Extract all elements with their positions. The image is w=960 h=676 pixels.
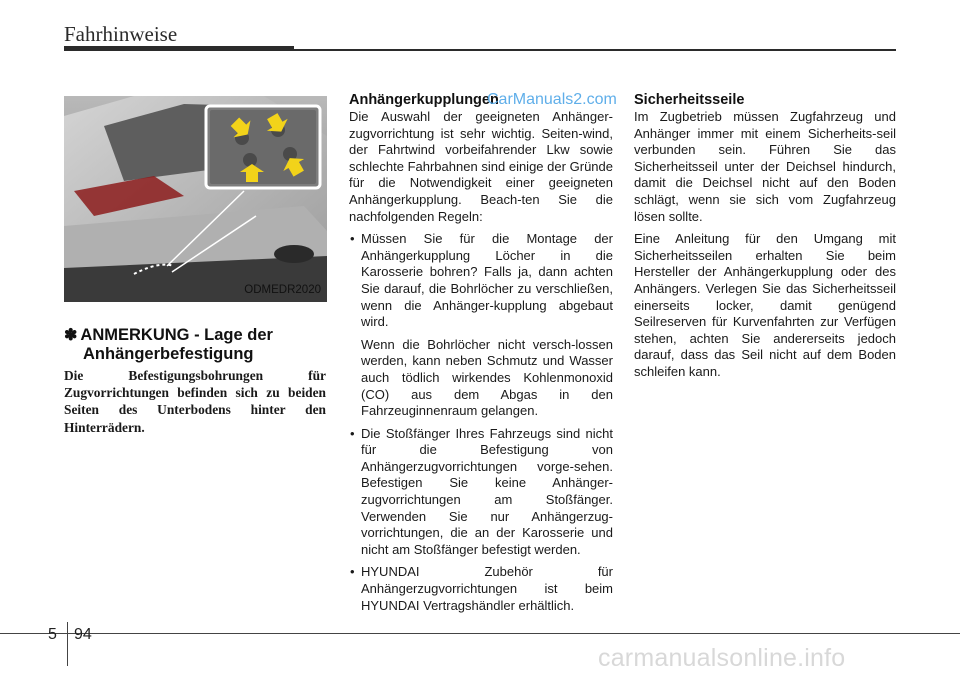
header-rule-thin <box>294 49 896 51</box>
vehicle-rear-photo <box>64 96 327 302</box>
vehicle-rear-illustration <box>64 96 327 302</box>
section-safety-title: Sicherheitsseile <box>634 92 745 108</box>
list-item <box>349 231 613 420</box>
bullet-text: HYUNDAI Zubehör für Anhängerzugvorrichtungen ist beim HYUNDAI Vertragshändler erhältlich. <box>361 564 613 613</box>
page-header-title: Fahrhinweise <box>64 22 178 46</box>
note-body: Die Befestigungsbohrungen für Zugvorrichtungen befinden sich zu beiden Seiten des Unterbodens hinter den Hinterrädern. <box>64 368 326 435</box>
note-heading <box>64 326 329 363</box>
bullet-continuation: Wenn die Bohrlöcher nicht versch-lossen werden, kann neben Schmutz und Wasser auch tödlich wirkendes Kohlenmonoxid (CO) aus dem Abgas in den Fahrzeuginnenraum gelangen. <box>361 336 613 419</box>
section-hitch <box>349 92 613 614</box>
section-hitch-intro: Die Auswahl der geeigneten Anhänger-zugvorrichtung ist sehr wichtig. Seiten-wind, der Fahrtwind vorbeifahrender Lkw sowie schlechte Fahrbahnen sind einige der Gründe für die Notwendigkeit einer geeigneten Anhängerkupplung. Beach-ten Sie die nachfolgenden Regeln: <box>349 109 613 224</box>
section-safety-para2: Eine Anleitung für den Umgang mit Sicherheitsseilen erhalten Sie beim Hersteller der Anhängerkupplung oder des Anhängers. Verlegen Sie das Sicherheitsseil einerseits locker, damit genügend Seilreserven für Kurvenfahrten zur Verfügen stehen, achten Sie andererseits jedoch darauf, dass das Seil nicht auf dem Boden schleifen kann. <box>634 231 896 379</box>
footer-tick <box>67 622 68 666</box>
bullet-text: Die Stoßfänger Ihres Fahrzeugs sind nicht für die Befestigung von Anhängerzugvorrichtungen vorge-sehen. Befestigen Sie keine Anhänger-zugvorrichtungen am Stoßfänger. Verwenden Sie nur Anhängerzug-vorrichtungen, die an der Karosserie und nicht am Stoßfänger befestigt werden. <box>361 425 613 557</box>
note-star-icon: ✽ <box>64 327 78 344</box>
section-safety-para1: Im Zugbetrieb müssen Zugfahrzeug und Anhänger immer mit einem Sicherheits-seil verbunden sein. Führen Sie das Sicherheitsseil unter der Deichsel hindurch, damit die Deichsel nicht auf den Boden schlägt, wenn sie sich vom Zugfahrzeug lösen sollte. <box>634 109 896 224</box>
note-title-line2: Anhängerbefestigung <box>83 345 254 363</box>
page-number: 94 <box>74 626 92 643</box>
figure-code: ODMEDR2020 <box>244 284 321 296</box>
page-section-number: 5 <box>48 626 57 643</box>
note-title-line1: ANMERKUNG - Lage der <box>80 326 273 344</box>
section-safety <box>634 92 896 381</box>
header-rule-thick <box>64 46 294 51</box>
section-hitch-title: Anhängerkupplungen <box>349 92 499 108</box>
bullet-text: Müssen Sie für die Montage der Anhängerkupplung Löcher in die Karosserie bohren? Falls ja, dann achten Sie darauf, die Bohrlöcher zu verschließen, wenn die Anhänger-kupplung abgebaut wird. <box>361 231 613 330</box>
watermark-top: CarManuals2.com <box>487 91 617 108</box>
section-hitch-bullets <box>349 231 613 614</box>
list-item <box>349 426 613 559</box>
footer-rule <box>0 633 960 634</box>
list-item <box>349 564 613 614</box>
watermark-bottom: carmanualsonline.info <box>598 644 846 672</box>
